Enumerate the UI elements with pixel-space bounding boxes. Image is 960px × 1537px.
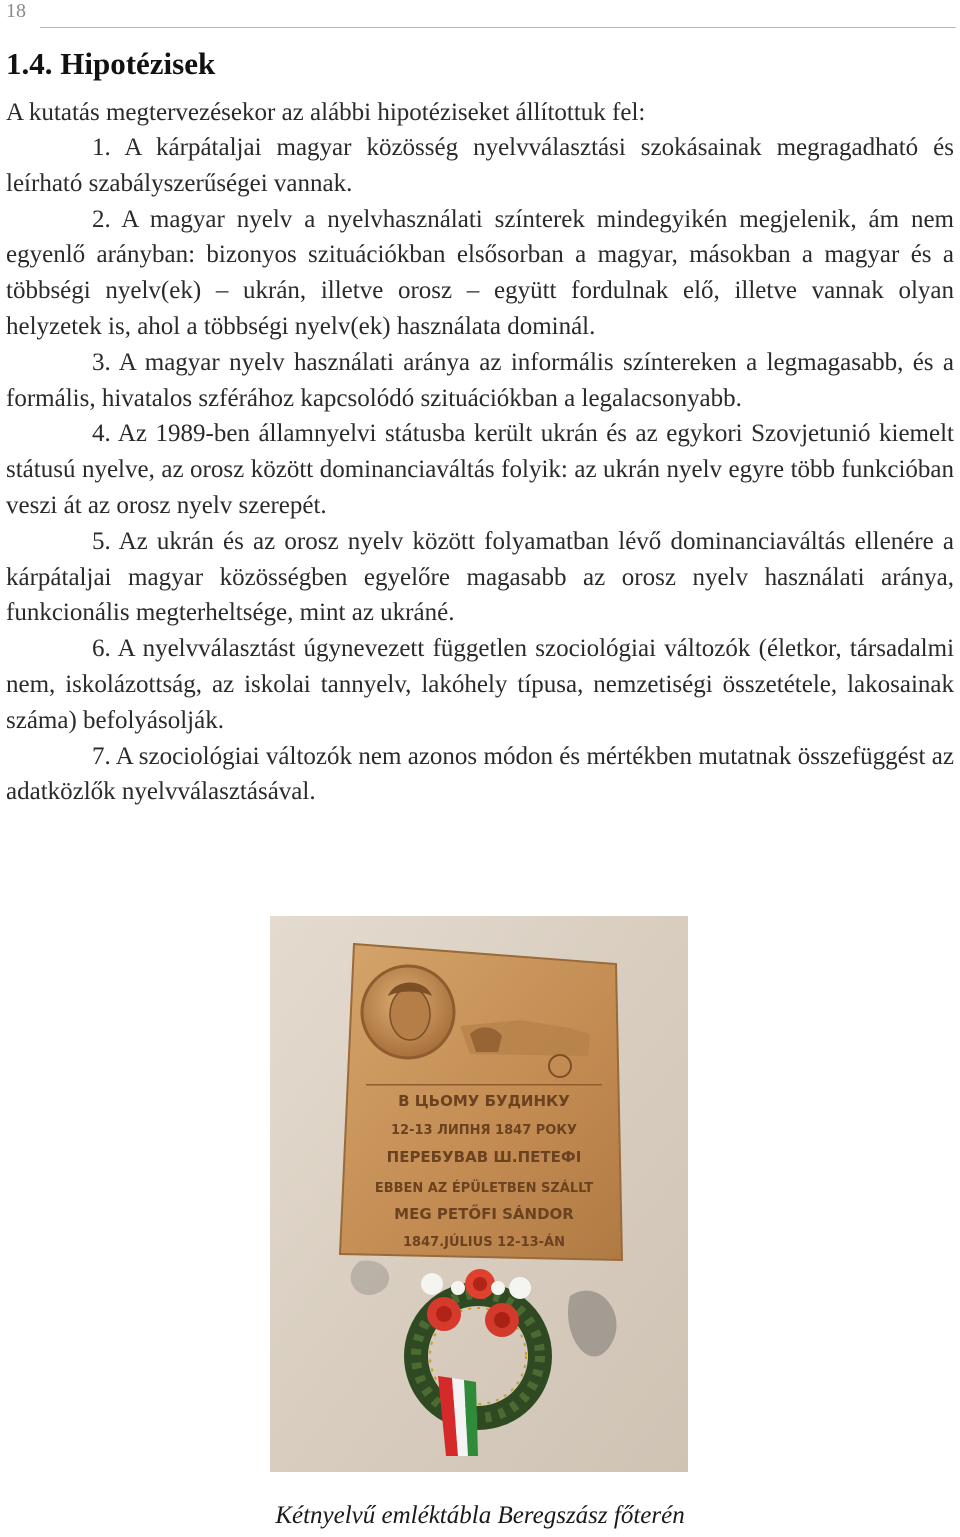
hypothesis-item (6, 130, 954, 202)
memorial-plaque-photo (270, 916, 688, 1472)
hypothesis-number: 2. (92, 205, 111, 233)
hypothesis-text: A kárpátaljai magyar közösség nyelvválasztási szokásainak megragadható és leírható szabályszerűségei vannak. (6, 134, 954, 197)
hypothesis-number: 6. (92, 635, 111, 663)
photo-caption: Kétnyelvű emléktábla Beregszász főterén (275, 1502, 685, 1529)
hypothesis-text: Az 1989-ben államnyelvi státusba került ukrán és az egykori Szovjetunió kiemelt státusú nyelve, az orosz között dominanciaváltás folyik: az ukrán nyelv egyre több funkcióban veszi át az orosz nyelv szerepét. (6, 420, 954, 519)
hypothesis-item (6, 416, 954, 523)
intro-text: A kutatás megtervezésekor az alábbi hipotéziseket állítottuk fel: (6, 99, 646, 126)
hypothesis-text: A nyelvválasztást úgynevezett független szociológiai változók (életkor, társadalmi nem, iskolázottság, az iskolai tannyelv, lakóhely típusa, nemzetiségi összetétele, lakosainak száma) befolyásolják. (6, 635, 955, 734)
plaque-text-line: ПЕРЕБУВАВ Ш.ПЕТЕФІ (386, 1148, 582, 1166)
plaque-text-line: 12-13 ЛИПНЯ 1847 РОКУ (390, 1123, 578, 1138)
hypothesis-number: 3. (92, 348, 111, 376)
hypothesis-number: 5. (92, 527, 111, 555)
hypothesis-item (6, 202, 954, 345)
hypothesis-list (6, 130, 954, 810)
hypothesis-item (6, 524, 954, 631)
plaque-text-line: EBBEN AZ ÉPÜLETBEN SZÁLLT (374, 1181, 594, 1196)
plaque-text-line: MEG PETŐFI SÁNDOR (394, 1205, 574, 1223)
hypothesis-number: 7. (92, 742, 111, 770)
plaque-text-line: В ЦЬОМУ БУДИНКУ (398, 1092, 570, 1110)
hypothesis-number: 4. (92, 420, 111, 448)
hypothesis-item (6, 739, 954, 811)
header-rule (40, 27, 956, 28)
hypothesis-item (6, 631, 954, 738)
hypothesis-text: Az ukrán és az orosz nyelv között folyamatban lévő dominanciaváltás ellenére a kárpátaljai magyar közösségben egyelőre magasabb az orosz nyelv használati aránya, funkcionális megterheltsége, mint az ukráné. (6, 527, 954, 627)
section-title: 1.4. Hipotézisek (6, 46, 216, 81)
hypothesis-text: A magyar nyelv használati aránya az informális színtereken a legmagasabb, és a formális, hivatalos szférához kapcsolódó szituációkban a legalacsonyabb. (6, 348, 954, 412)
plaque-text-line: 1847.JÚLIUS 12-13-ÁN (403, 1235, 565, 1250)
hypothesis-text: A magyar nyelv a nyelvhasználati színterek mindegyikén megjelenik, ám nem egyenlő arányban: bizonyos szituációkban elsősorban a magyar, másokban a magyar és a többségi nyelv(ek) – ukrán, illetve orosz – együtt fordulnak elő, illetve vannak olyan helyzetek is, ahol a többségi nyelv(ek) használata dominál. (6, 205, 954, 340)
page-number: 18 (6, 0, 26, 22)
hypothesis-item (6, 345, 954, 417)
hypothesis-text: A szociológiai változók nem azonos módon és mértékben mutatnak összefüggést az adatközlők nyelvválasztásával. (6, 742, 954, 806)
hypothesis-number: 1. (92, 134, 111, 161)
